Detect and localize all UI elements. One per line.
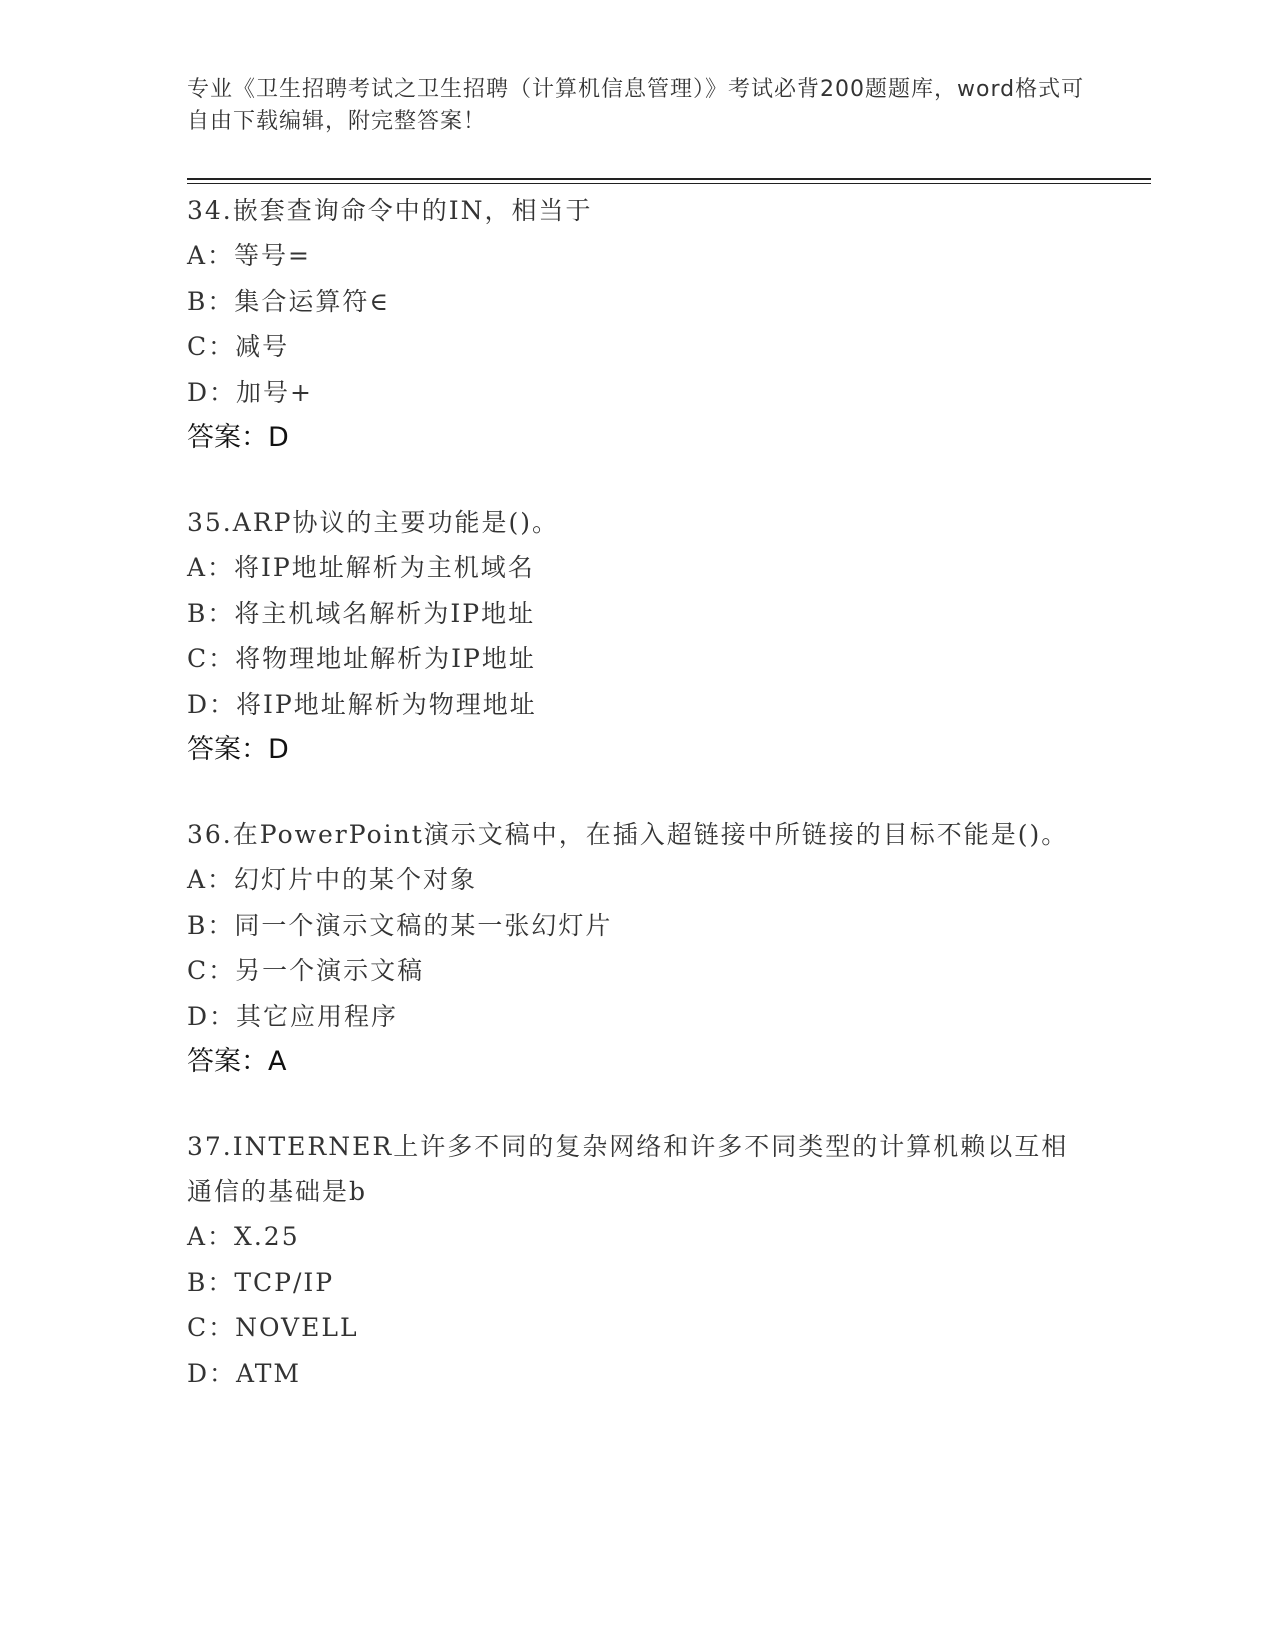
option-c: C：将物理地址解析为IP地址	[187, 644, 536, 673]
document-header: 专业《卫生招聘考试之卫生招聘（计算机信息管理）》考试必背200题题库，word格式可自由下载编辑，附完整答案！	[187, 77, 1085, 134]
header-divider	[187, 178, 1151, 184]
question-list	[187, 188, 1087, 1436]
question-stem: 36.在PowerPoint演示文稿中，在插入超链接中所链接的目标不能是()。	[187, 820, 1069, 849]
option-b: B：同一个演示文稿的某一张幻灯片	[187, 910, 613, 940]
option-c: C：另一个演示文稿	[187, 956, 425, 985]
option-d: D：其它应用程序	[187, 1001, 399, 1031]
option-d: D：ATM	[187, 1358, 302, 1388]
option-c: C：减号	[187, 332, 290, 361]
question-37	[187, 1124, 1087, 1396]
option-b: B：将主机域名解析为IP地址	[187, 598, 536, 628]
option-b: B：集合运算符∈	[187, 286, 390, 316]
question-stem: 34.嵌套查询命令中的IN，相当于	[187, 196, 593, 225]
question-35	[187, 500, 1087, 772]
question-36	[187, 812, 1087, 1084]
option-a: A：将IP地址解析为主机域名	[187, 553, 535, 582]
answer: 答案：D	[187, 734, 289, 765]
option-d: D：加号+	[187, 377, 313, 407]
answer: 答案：A	[187, 1046, 287, 1077]
question-34	[187, 188, 1087, 460]
option-a: A：等号=	[187, 241, 312, 270]
answer: 答案：D	[187, 422, 289, 453]
option-b: B：TCP/IP	[187, 1267, 335, 1297]
question-stem: 37.INTERNER上许多不同的复杂网络和许多不同类型的计算机赖以互相通信的基础是b	[187, 1132, 1069, 1206]
option-d: D：将IP地址解析为物理地址	[187, 689, 537, 719]
option-a: A：X.25	[187, 1222, 300, 1251]
option-a: A：幻灯片中的某个对象	[187, 865, 478, 894]
option-c: C：NOVELL	[187, 1313, 359, 1342]
question-stem: 35.ARP协议的主要功能是()。	[187, 508, 559, 537]
